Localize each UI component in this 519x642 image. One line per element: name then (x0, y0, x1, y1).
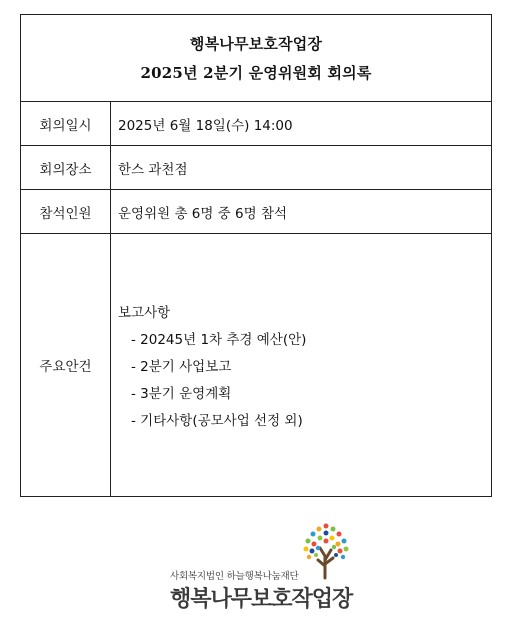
value-meeting-datetime: 2025년 6월 18일(수) 14:00 (118, 117, 293, 134)
row-attendees (21, 190, 491, 234)
document-title: 2025년 2분기 운영위원회 회의록 (140, 64, 372, 82)
label-meeting-datetime: 회의일시 (21, 102, 111, 145)
label-agenda: 주요안건 (21, 234, 111, 496)
row-meeting-datetime (21, 102, 491, 146)
label-meeting-place: 회의장소 (21, 146, 111, 189)
logo-name: 행복나무보호작업장 (170, 587, 353, 612)
tree-logo-icon (298, 520, 354, 580)
org-title: 행복나무보호작업장 (189, 35, 323, 53)
row-meeting-place (21, 146, 491, 190)
row-agenda (21, 234, 491, 496)
agenda-item: - 2분기 사업보고 (131, 359, 232, 375)
logo-subtitle: 사회복지법인 하늘행복나눔재단 (170, 571, 299, 582)
label-attendees: 참석인원 (21, 190, 111, 233)
agenda-item: - 3분기 운영계획 (131, 386, 232, 402)
value-attendees: 운영위원 총 6명 중 6명 참석 (118, 205, 288, 222)
agenda-item: - 기타사항(공모사업 선정 외) (131, 413, 303, 429)
agenda-heading: 보고사항 (118, 305, 171, 321)
organization-logo (170, 520, 360, 632)
agenda-item: - 20245년 1차 추경 예산(안) (131, 332, 307, 348)
value-agenda (111, 234, 491, 496)
value-meeting-place: 한스 과천점 (118, 161, 188, 178)
minutes-table (20, 14, 492, 497)
title-block (21, 15, 491, 102)
agenda-list (118, 301, 306, 429)
